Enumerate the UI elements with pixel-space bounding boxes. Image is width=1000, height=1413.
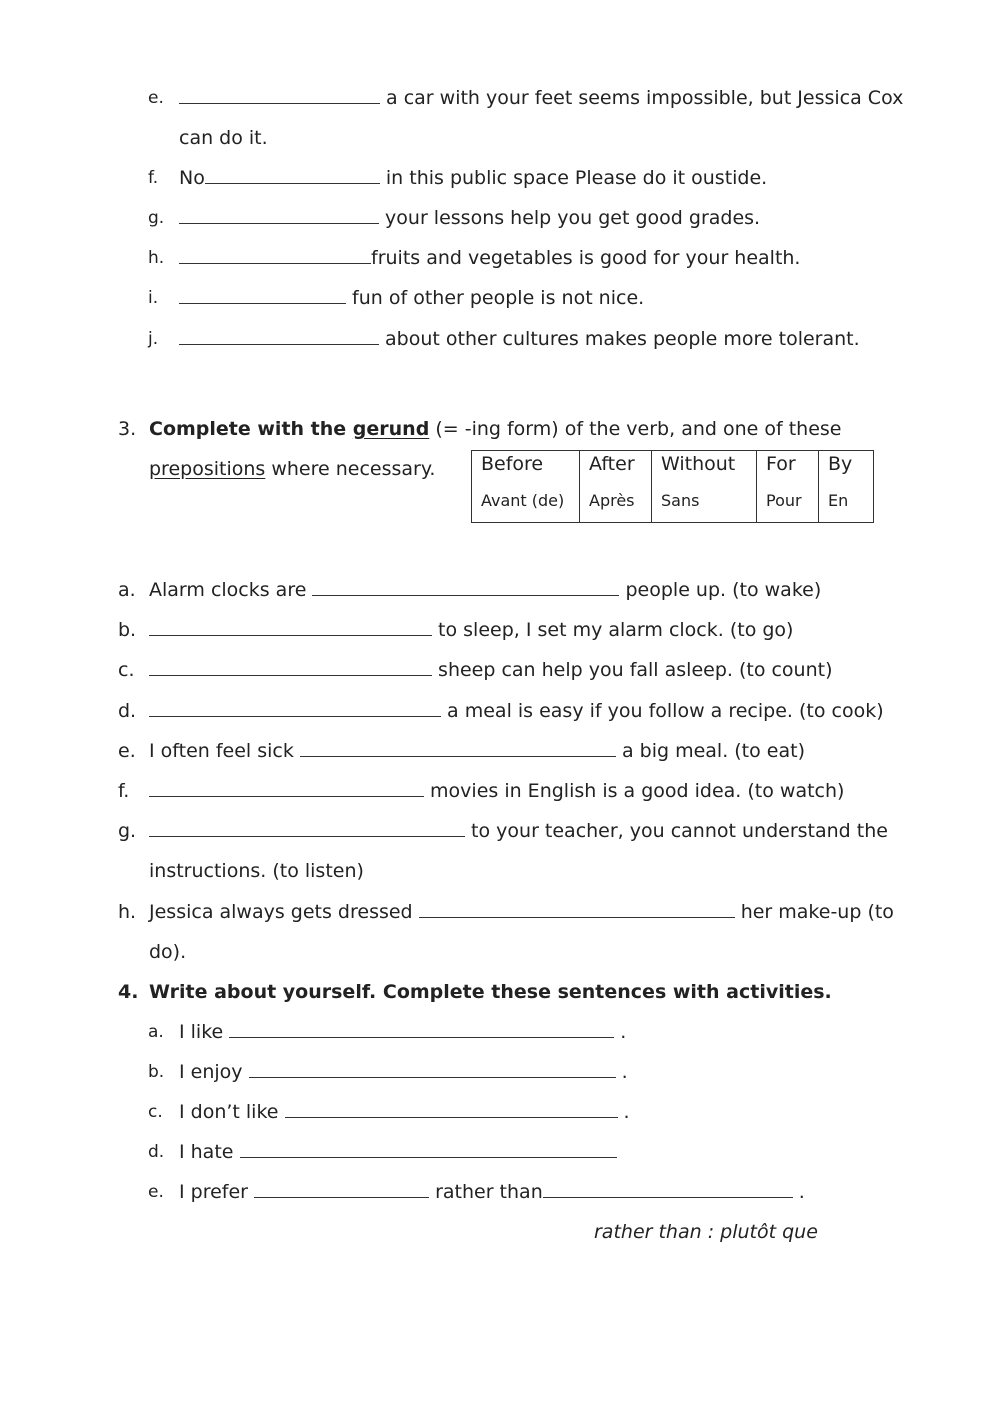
exercise-line bbox=[149, 658, 833, 682]
sentence-text: . bbox=[615, 1061, 628, 1083]
item-label: j. bbox=[148, 329, 159, 349]
item-label: d. bbox=[118, 700, 137, 722]
item-label: h. bbox=[118, 901, 137, 923]
sentence-text: I enjoy bbox=[179, 1061, 249, 1083]
sentence-text: a meal is easy if you follow a recipe. (to cook) bbox=[441, 700, 884, 722]
answer-blank[interactable] bbox=[149, 658, 432, 676]
preposition-french: En bbox=[828, 491, 849, 510]
item-label: h. bbox=[148, 248, 165, 268]
sentence-continuation: do). bbox=[149, 941, 187, 963]
preposition-cell bbox=[757, 451, 819, 523]
sentence-text: No bbox=[179, 167, 205, 189]
answer-blank[interactable] bbox=[240, 1140, 617, 1158]
title-text: (= -ing form) of the verb, and one of these bbox=[429, 418, 842, 440]
section-number: 3. bbox=[118, 418, 137, 440]
item-label: b. bbox=[148, 1062, 165, 1082]
sentence-text: I hate bbox=[179, 1141, 240, 1163]
sentence-text: to sleep, I set my alarm clock. (to go) bbox=[432, 619, 794, 641]
exercise-line bbox=[179, 1100, 630, 1124]
sentence-text: Alarm clocks are bbox=[149, 579, 313, 601]
exercise-line bbox=[179, 1060, 628, 1084]
exercise-line bbox=[149, 618, 793, 642]
preposition-cell bbox=[652, 451, 757, 523]
item-label: e. bbox=[148, 88, 164, 108]
sentence-text: fun of other people is not nice. bbox=[346, 287, 645, 309]
section-number: 4. bbox=[118, 981, 139, 1003]
exercise-line bbox=[149, 739, 805, 763]
answer-blank[interactable] bbox=[179, 86, 380, 104]
title-keyword: prepositions bbox=[149, 458, 266, 480]
sentence-text: movies in English is a good idea. (to watch) bbox=[424, 780, 845, 802]
sentence-text: people up. (to wake) bbox=[619, 579, 822, 601]
prepositions-table bbox=[471, 450, 874, 523]
answer-blank[interactable] bbox=[419, 900, 735, 918]
answer-blank[interactable] bbox=[300, 739, 616, 757]
preposition-french: Avant (de) bbox=[481, 491, 565, 510]
answer-blank[interactable] bbox=[312, 578, 619, 596]
answer-blank[interactable] bbox=[149, 618, 432, 636]
item-label: a. bbox=[118, 579, 136, 601]
item-label: f. bbox=[148, 168, 159, 188]
exercise-line bbox=[179, 166, 767, 190]
exercise-line bbox=[179, 1140, 617, 1164]
sentence-text: Jessica always gets dressed bbox=[149, 901, 419, 923]
item-label: c. bbox=[148, 1102, 163, 1122]
exercise-line bbox=[149, 819, 888, 843]
exercise-line bbox=[179, 1180, 805, 1204]
preposition-cell bbox=[819, 451, 874, 523]
item-label: a. bbox=[148, 1022, 164, 1042]
preposition-cell bbox=[472, 451, 580, 523]
sentence-text: fruits and vegetables is good for your health. bbox=[371, 247, 801, 269]
title-keyword: gerund bbox=[352, 418, 430, 440]
item-label: i. bbox=[148, 288, 159, 308]
sentence-continuation: can do it. bbox=[179, 127, 268, 149]
answer-blank[interactable] bbox=[205, 166, 380, 184]
item-label: g. bbox=[118, 820, 137, 842]
preposition-english: Before bbox=[481, 453, 544, 475]
preposition-french: Après bbox=[589, 491, 635, 510]
title-text: Complete with the bbox=[149, 418, 353, 440]
answer-blank[interactable] bbox=[285, 1100, 618, 1118]
answer-blank[interactable] bbox=[149, 699, 441, 717]
sentence-text: your lessons help you get good grades. bbox=[379, 207, 761, 229]
exercise-line bbox=[179, 246, 800, 270]
sentence-text: a car with your feet seems impossible, but Jessica Cox bbox=[380, 87, 904, 109]
preposition-english: After bbox=[589, 453, 635, 475]
translation-note: rather than : plutôt que bbox=[594, 1221, 818, 1243]
answer-blank[interactable] bbox=[149, 819, 465, 837]
exercise-line bbox=[179, 86, 903, 110]
section-title: Write about yourself. Complete these sentences with activities. bbox=[149, 981, 832, 1003]
answer-blank[interactable] bbox=[179, 206, 379, 224]
answer-blank[interactable] bbox=[543, 1180, 793, 1198]
exercise-line bbox=[149, 699, 884, 723]
sentence-text: . bbox=[617, 1101, 630, 1123]
section-title bbox=[149, 417, 842, 441]
sentence-text: I like bbox=[179, 1021, 230, 1043]
exercise-line bbox=[179, 286, 644, 310]
item-label: f. bbox=[118, 780, 130, 802]
sentence-text: I prefer bbox=[179, 1181, 255, 1203]
answer-blank[interactable] bbox=[254, 1180, 429, 1198]
item-label: g. bbox=[148, 208, 165, 228]
answer-blank[interactable] bbox=[249, 1060, 616, 1078]
sentence-text: . bbox=[792, 1181, 805, 1203]
preposition-cell bbox=[580, 451, 652, 523]
sentence-text: rather than bbox=[429, 1181, 543, 1203]
sentence-text: in this public space Please do it oustide. bbox=[379, 167, 768, 189]
sentence-text: . bbox=[614, 1021, 627, 1043]
sentence-text: I don’t like bbox=[179, 1101, 285, 1123]
item-label: b. bbox=[118, 619, 137, 641]
answer-blank[interactable] bbox=[179, 286, 346, 304]
exercise-line bbox=[149, 779, 844, 803]
preposition-english: Without bbox=[661, 453, 736, 475]
exercise-line bbox=[149, 578, 821, 602]
preposition-english: By bbox=[828, 453, 853, 475]
exercise-line bbox=[179, 206, 760, 230]
sentence-text: I often feel sick bbox=[149, 740, 300, 762]
title-text: where necessary. bbox=[265, 458, 436, 480]
answer-blank[interactable] bbox=[179, 327, 379, 345]
exercise-line bbox=[179, 1020, 626, 1044]
section-title-line2 bbox=[149, 457, 435, 481]
sentence-text: to your teacher, you cannot understand the bbox=[465, 820, 888, 842]
item-label: e. bbox=[148, 1182, 164, 1202]
answer-blank[interactable] bbox=[179, 246, 371, 264]
exercise-line bbox=[149, 900, 894, 924]
sentence-text: about other cultures makes people more tolerant. bbox=[379, 328, 860, 350]
preposition-english: For bbox=[766, 453, 796, 475]
exercise-line bbox=[179, 327, 860, 351]
sentence-text: her make-up (to bbox=[734, 901, 894, 923]
item-label: d. bbox=[148, 1142, 165, 1162]
item-label: e. bbox=[118, 740, 136, 762]
preposition-french: Sans bbox=[661, 491, 700, 510]
item-label: c. bbox=[118, 659, 135, 681]
answer-blank[interactable] bbox=[229, 1020, 614, 1038]
answer-blank[interactable] bbox=[149, 779, 424, 797]
preposition-french: Pour bbox=[766, 491, 802, 510]
sentence-text: sheep can help you fall asleep. (to count) bbox=[432, 659, 833, 681]
sentence-text: a big meal. (to eat) bbox=[615, 740, 805, 762]
sentence-continuation: instructions. (to listen) bbox=[149, 860, 364, 882]
